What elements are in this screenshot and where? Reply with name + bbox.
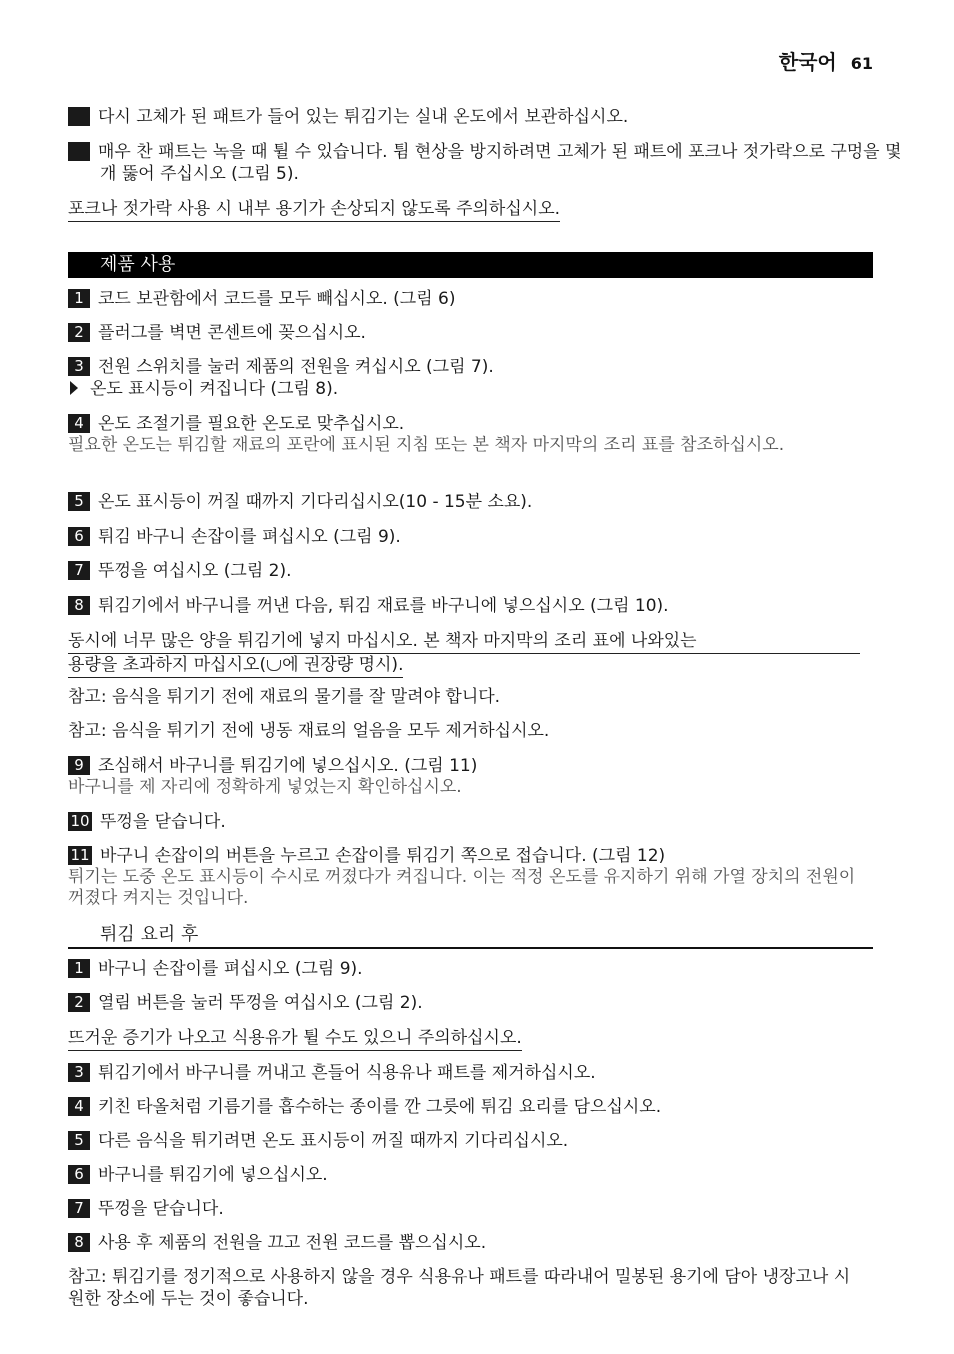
after-step-6 — [68, 1164, 873, 1186]
step-number: 7 — [68, 561, 90, 580]
caution-line-2 — [68, 654, 403, 678]
step-text: 열림 버튼을 눌러 뚜껑을 여십시오 (그림 2). — [98, 993, 423, 1013]
after-step-2 — [68, 992, 873, 1014]
step-number: 5 — [68, 1131, 90, 1150]
step-number: 3 — [68, 357, 90, 376]
step-7-lid — [68, 560, 873, 582]
after-step-5 — [68, 1130, 873, 1152]
caution-overfill — [68, 630, 860, 678]
step-text: 뚜껑을 닫습니다. — [100, 812, 226, 832]
step-text: 플러그를 벽면 콘센트에 꽂으십시오. — [98, 323, 366, 343]
step-text: 튀김기에서 바구니를 꺼내고 흔들어 식용유나 패트를 제거하십시오. — [98, 1063, 596, 1083]
after-step-8 — [68, 1232, 873, 1254]
step-11-subtext: 튀기는 도중 온도 표시등이 수시로 꺼졌다가 켜집니다. 이는 적정 온도를 유지하기 위해 가열 장치의 전원이 꺼졌다 켜지는 것입니다. — [68, 867, 856, 908]
note-remove-ice: 참고: 음식을 튀기기 전에 냉동 재료의 얼음을 모두 제거하십시오. — [68, 721, 550, 741]
step-3-storage — [58, 106, 905, 128]
section-heading-using — [68, 252, 873, 278]
caution-line-1: 동시에 너무 많은 양을 튀김기에 넣지 마십시오. 본 책자 마지막의 조리 표에 나와있는 — [68, 630, 860, 654]
step-text: 뚜껑을 여십시오 (그림 2). — [98, 561, 292, 581]
step-number: 3 — [68, 1063, 90, 1082]
step-10-close-lid — [68, 811, 873, 833]
caution-text: 뜨거운 증기가 나오고 식용유가 튈 수도 있으니 주의하십시오. — [68, 1027, 522, 1051]
step-9-lower-basket — [68, 755, 873, 777]
step-number: 7 — [68, 1199, 90, 1218]
caution-text-a: 용량을 초과하지 마십시오( — [68, 655, 267, 675]
step-text: 온도 표시등이 꺼질 때까지 기다리십시오(10 - 15분 소요). — [98, 492, 533, 512]
step-number: 1 — [68, 289, 90, 308]
result-text: 온도 표시등이 켜집니다 (그림 8). — [90, 379, 339, 399]
after-step-7 — [68, 1198, 873, 1220]
step-text: 다시 고체가 된 패트가 들어 있는 튀김기는 실내 온도에서 보관하십시오. — [98, 107, 629, 127]
step-3-result — [68, 378, 873, 400]
max-fill-icon — [267, 660, 281, 671]
step-text: 조심해서 바구니를 튀김기에 넣으십시오. (그림 11) — [98, 756, 478, 776]
step-text: 온도 조절기를 필요한 온도로 맞추십시오. — [98, 414, 405, 434]
step-text: 전원 스위치를 눌러 제품의 전원을 켜십시오 (그림 7). — [98, 357, 494, 377]
step-text: 매우 찬 패트는 녹을 때 튈 수 있습니다. 튐 현상을 방지하려면 고체가 된 패트에 포크나 젓가락으로 구멍을 몇 개 뚫어 주십시오 (그림 5). — [98, 142, 902, 184]
step-4-thermostat — [68, 413, 873, 435]
step-text: 바구니 손잡이의 버튼을 누르고 손잡이를 튀김기 쪽으로 접습니다. (그림 12) — [100, 846, 666, 866]
step-number: 4 — [68, 414, 90, 433]
step-text: 코드 보관함에서 코드를 모두 빼십시오. (그림 6) — [98, 289, 456, 309]
step-number: 10 — [68, 812, 92, 831]
result-arrow-icon — [70, 381, 78, 395]
page-number: 61 — [850, 54, 873, 73]
caution-steam — [68, 1027, 873, 1051]
step-1-cord — [68, 288, 873, 310]
step-9-subtext: 바구니를 제 자리에 정확하게 넣었는지 확인하십시오. — [68, 777, 462, 797]
step-text: 사용 후 제품의 전원을 끄고 전원 코드를 뽑으십시오. — [98, 1233, 487, 1253]
step-number: 8 — [68, 1233, 90, 1252]
step-4-pierce-fat — [58, 141, 905, 185]
language-label: 한국어 — [778, 50, 837, 74]
subsection-title: 튀김 요리 후 — [100, 924, 199, 945]
step-number: 4 — [68, 142, 90, 161]
step-number: 2 — [68, 993, 90, 1012]
step-number: 1 — [68, 959, 90, 978]
step-number: 11 — [68, 846, 92, 865]
subsection-heading-after-frying — [68, 923, 873, 949]
page-header — [779, 46, 873, 75]
after-step-4 — [68, 1096, 873, 1118]
step-text: 뚜껑을 닫습니다. — [98, 1199, 224, 1219]
step-6-handle — [68, 526, 873, 548]
step-3-power — [68, 356, 873, 378]
step-number: 9 — [68, 756, 90, 775]
step-number: 5 — [68, 492, 90, 511]
step-text: 바구니를 튀김기에 넣으십시오. — [98, 1165, 328, 1185]
step-number: 2 — [68, 323, 90, 342]
caution-text-b: 에 권장량 명시). — [282, 655, 404, 675]
after-step-1 — [68, 958, 873, 980]
step-number: 4 — [68, 1097, 90, 1116]
step-text: 바구니 손잡이를 펴십시오 (그림 9). — [98, 959, 363, 979]
note-storage: 참고: 튀김기를 정기적으로 사용하지 않을 경우 식용유나 패트를 따라내어 밀봉된 용기에 담아 냉장고나 시원한 장소에 두는 것이 좋습니다. — [68, 1267, 851, 1309]
note-dry-food: 참고: 음식을 튀기기 전에 재료의 물기를 잘 말려야 합니다. — [68, 687, 501, 707]
step-number: 3 — [68, 107, 90, 126]
step-2-plug — [68, 322, 873, 344]
step-number: 6 — [68, 1165, 90, 1184]
caution-inner-bowl — [68, 198, 873, 222]
step-5-wait — [68, 491, 873, 513]
step-4-subtext: 필요한 온도는 튀김할 재료의 포란에 표시된 지침 또는 본 책자 마지막의 조리 표를 참조하십시오. — [68, 435, 785, 455]
step-text: 다른 음식을 튀기려면 온도 표시등이 꺼질 때까지 기다리십시오. — [98, 1131, 569, 1151]
step-number: 8 — [68, 596, 90, 615]
step-11-fold-handle — [68, 845, 873, 867]
section-title: 제품 사용 — [100, 254, 176, 275]
step-text: 튀김기에서 바구니를 꺼낸 다음, 튀김 재료를 바구니에 넣으십시오 (그림 10). — [98, 596, 669, 616]
step-8-basket — [68, 595, 873, 617]
after-step-3 — [68, 1062, 873, 1084]
step-number: 6 — [68, 527, 90, 546]
step-text: 튀김 바구니 손잡이를 펴십시오 (그림 9). — [98, 527, 401, 547]
caution-text: 포크나 젓가락 사용 시 내부 용기가 손상되지 않도록 주의하십시오. — [68, 198, 560, 222]
step-text: 키친 타올처럼 기름기를 흡수하는 종이를 깐 그릇에 튀김 요리를 담으십시오. — [98, 1097, 662, 1117]
